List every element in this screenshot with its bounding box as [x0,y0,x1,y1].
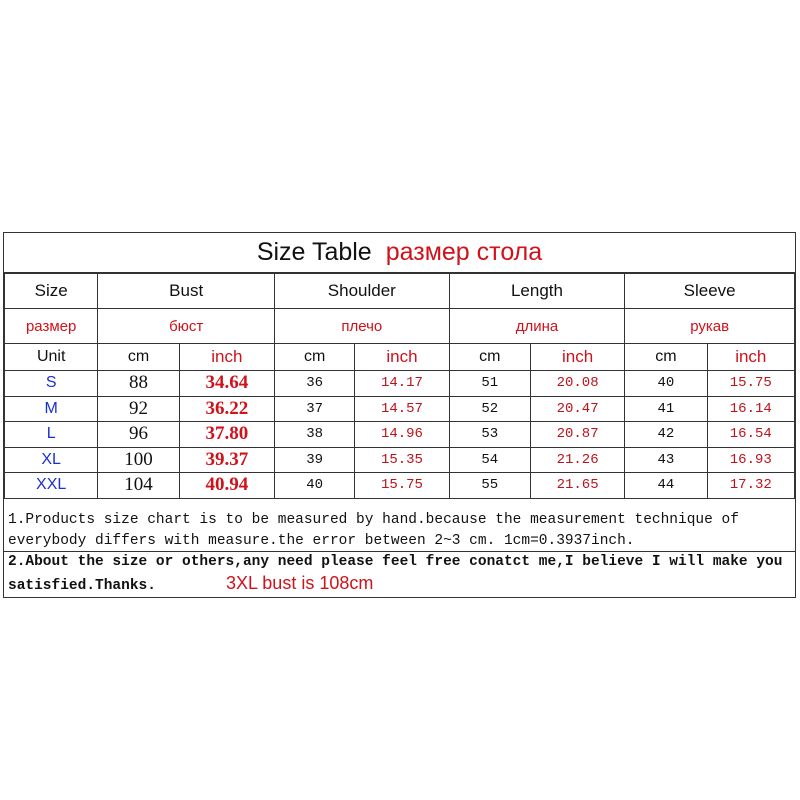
note-contact-text: 2.About the size or others,any need please feel free conatct me,I believe I will make you satisfied.Thanks. [8,554,783,594]
sleeve-inch-cell: 16.93 [707,447,794,473]
bust-inch-cell: 39.37 [179,447,274,473]
unit-row [5,344,795,371]
shoulder-cm-cell: 37 [275,396,355,422]
note-measurement: 1.Products size chart is to be measured by hand.because the measurement technique of everybody differs with measure.the error between 2~3 cm. 1cm=0.3937inch. [8,512,739,549]
sleeve-inch-cell: 16.14 [707,396,794,422]
unit-cm: cm [275,344,355,371]
unit-inch: inch [355,344,449,371]
header-bust-ru: бюст [98,309,275,344]
shoulder-cm-cell: 38 [275,422,355,448]
length-inch-cell: 21.26 [530,447,624,473]
length-cm-cell: 52 [449,396,530,422]
shoulder-inch-cell: 15.75 [355,473,449,499]
length-cm-cell: 54 [449,447,530,473]
sleeve-cm-cell: 44 [625,473,707,499]
size-grid [4,273,795,499]
size-table [3,232,796,598]
length-inch-cell: 20.87 [530,422,624,448]
table-row [5,371,795,397]
length-cm-cell: 55 [449,473,530,499]
bust-inch-cell: 36.22 [179,396,274,422]
sleeve-cm-cell: 40 [625,371,707,397]
shoulder-inch-cell: 14.17 [355,371,449,397]
bust-inch-cell: 34.64 [179,371,274,397]
header-size-ru: размер [5,309,98,344]
unit-inch: inch [179,344,274,371]
sleeve-cm-cell: 42 [625,422,707,448]
header-size: Size [5,274,98,309]
header-length: Length [449,274,625,309]
length-cm-cell: 53 [449,422,530,448]
unit-inch: inch [707,344,794,371]
header-shoulder-ru: плечо [275,309,450,344]
bust-inch-cell: 37.80 [179,422,274,448]
header-row-english [5,274,795,309]
size-cell: XXL [5,473,98,499]
length-cm-cell: 51 [449,371,530,397]
shoulder-cm-cell: 36 [275,371,355,397]
bust-cm-cell: 104 [98,473,179,499]
length-inch-cell: 21.65 [530,473,624,499]
sleeve-inch-cell: 15.75 [707,371,794,397]
size-cell: M [5,396,98,422]
note-3xl-bust: 3XL bust is 108cm [225,572,374,593]
shoulder-cm-cell: 40 [275,473,355,499]
bust-cm-cell: 92 [98,396,179,422]
bust-inch-cell: 40.94 [179,473,274,499]
note-contact [4,551,795,596]
unit-cm: cm [625,344,707,371]
header-sleeve-ru: рукав [625,309,795,344]
title-english: Size Table [256,238,372,266]
shoulder-inch-cell: 15.35 [355,447,449,473]
sleeve-cm-cell: 41 [625,396,707,422]
shoulder-inch-cell: 14.96 [355,422,449,448]
unit-label: Unit [5,344,98,371]
header-shoulder: Shoulder [275,274,450,309]
notes-section [4,507,795,597]
shoulder-cm-cell: 39 [275,447,355,473]
unit-cm: cm [449,344,530,371]
bust-cm-cell: 100 [98,447,179,473]
unit-cm: cm [98,344,179,371]
sleeve-inch-cell: 17.32 [707,473,794,499]
length-inch-cell: 20.47 [530,396,624,422]
sleeve-cm-cell: 43 [625,447,707,473]
header-bust: Bust [98,274,275,309]
size-cell: L [5,422,98,448]
shoulder-inch-cell: 14.57 [355,396,449,422]
table-row [5,447,795,473]
title-russian: размер стола [385,238,543,266]
header-length-ru: длина [449,309,625,344]
bust-cm-cell: 88 [98,371,179,397]
table-row [5,473,795,499]
header-sleeve: Sleeve [625,274,795,309]
length-inch-cell: 20.08 [530,371,624,397]
table-row [5,422,795,448]
header-row-russian [5,309,795,344]
table-title [4,233,795,273]
size-cell: S [5,371,98,397]
size-cell: XL [5,447,98,473]
bust-cm-cell: 96 [98,422,179,448]
unit-inch: inch [530,344,624,371]
table-row [5,396,795,422]
sleeve-inch-cell: 16.54 [707,422,794,448]
